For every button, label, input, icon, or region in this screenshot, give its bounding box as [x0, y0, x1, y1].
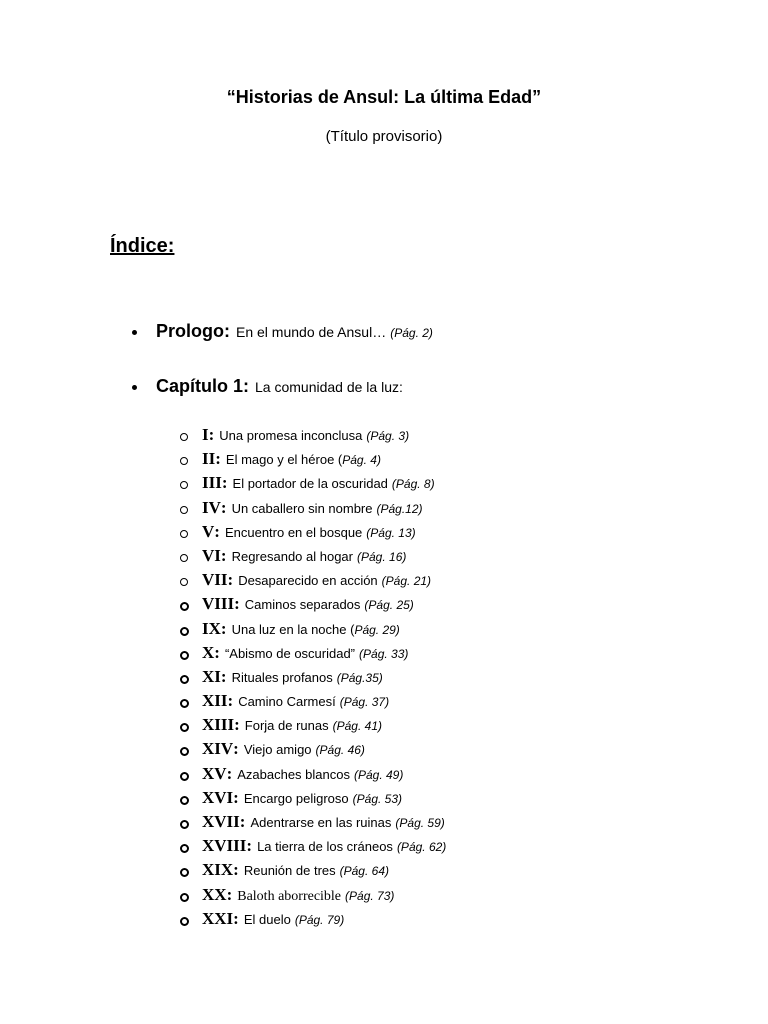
- section-separator: :: [233, 908, 239, 928]
- section-title: La tierra de los cráneos: [257, 839, 393, 855]
- prologue-page: (Pág. 2): [390, 326, 433, 340]
- section-page: (Pág. 49): [353, 767, 404, 782]
- section-page: (Pág. 59): [395, 816, 445, 830]
- bullet-icon: [132, 385, 137, 390]
- circle-bullet-icon: [180, 917, 189, 926]
- circle-bullet-icon: [180, 457, 188, 465]
- section-separator: :: [227, 570, 234, 590]
- prologue-label: Prologo:: [156, 321, 230, 341]
- section-title: Encargo peligroso: [243, 790, 349, 806]
- section-title: Caminos separados: [244, 597, 361, 613]
- section-list: [180, 425, 446, 933]
- section-page: (Pág. 25): [364, 598, 414, 613]
- section-separator: :: [233, 787, 239, 807]
- list-item: [180, 498, 446, 522]
- chapter1-text: La comunidad de la luz:: [255, 379, 403, 395]
- section-title: Viejo amigo: [243, 742, 312, 758]
- list-item: [180, 812, 446, 836]
- section-page: (Pág. 13): [366, 525, 416, 540]
- circle-bullet-icon: [180, 506, 188, 514]
- section-title: Forja de runas: [244, 718, 329, 734]
- section-title: “Abismo de oscuridad”: [224, 645, 356, 661]
- section-page: (Pág.35): [336, 670, 383, 685]
- section-page: (Pág. 21): [381, 574, 432, 589]
- section-number: XIV: [202, 739, 234, 759]
- list-item: [180, 691, 446, 715]
- section-page: (Pág. 8): [391, 477, 435, 492]
- list-item: [180, 619, 446, 643]
- section-page: (Pág. 46): [315, 743, 365, 758]
- circle-bullet-icon: [180, 602, 189, 611]
- list-item: [180, 643, 446, 667]
- circle-bullet-icon: [180, 578, 188, 586]
- section-title: Adentrarse en las ruinas: [250, 815, 392, 830]
- circle-bullet-icon: [180, 868, 189, 877]
- chapter1-item: [132, 376, 403, 400]
- circle-bullet-icon: [180, 893, 189, 902]
- section-separator: :: [220, 666, 227, 686]
- list-item: [180, 764, 446, 788]
- section-number: I: [202, 425, 209, 444]
- section-title: Regresando al hogar: [231, 548, 353, 564]
- prologue-item: [132, 321, 433, 345]
- section-separator: :: [246, 836, 253, 856]
- list-item: [180, 546, 446, 570]
- section-page: (Pág. 16): [357, 549, 407, 564]
- section-number: XX: [202, 884, 227, 904]
- section-number: IV: [202, 497, 221, 517]
- section-title: Desaparecido en acción: [238, 573, 378, 589]
- section-number: VIII: [202, 594, 235, 614]
- list-item: [180, 909, 446, 933]
- section-title: El portador de la oscuridad: [232, 476, 388, 492]
- list-item: [180, 594, 446, 618]
- section-title: Rituales profanos: [231, 669, 333, 685]
- section-separator: :: [208, 425, 215, 444]
- prologue-text: En el mundo de Ansul…: [236, 324, 387, 340]
- section-separator: :: [234, 715, 240, 735]
- section-number: X: [202, 642, 215, 662]
- list-item: [180, 570, 446, 594]
- section-number: XIX: [202, 860, 234, 880]
- section-title: Una luz en la noche (: [231, 621, 355, 637]
- section-separator: :: [227, 691, 234, 711]
- section-number: XII: [202, 691, 228, 711]
- section-separator: :: [226, 884, 233, 904]
- section-title: Un caballero sin nombre: [231, 500, 373, 516]
- section-page: (Pág. 37): [339, 695, 390, 710]
- list-item: [180, 739, 446, 763]
- circle-bullet-icon: [180, 747, 189, 756]
- chapter1-label: Capítulo 1:: [156, 376, 249, 396]
- section-separator: :: [239, 812, 246, 831]
- section-title: Encuentro en el bosque: [224, 524, 363, 540]
- section-page: (Pág. 53): [352, 791, 402, 806]
- section-separator: :: [220, 497, 227, 517]
- section-separator: :: [214, 521, 220, 541]
- section-title: Baloth aborrecible: [237, 888, 342, 904]
- section-number: IX: [202, 618, 221, 638]
- list-item: [180, 522, 446, 546]
- circle-bullet-icon: [180, 796, 189, 805]
- section-page: (Pág. 62): [396, 840, 447, 855]
- circle-bullet-icon: [180, 675, 189, 684]
- list-item: [180, 885, 446, 909]
- section-separator: :: [221, 473, 228, 493]
- section-page: (Pág. 79): [294, 912, 345, 927]
- section-page: Pág. 4): [342, 453, 381, 468]
- index-heading: Índice:: [110, 235, 175, 257]
- section-separator: :: [220, 545, 227, 565]
- list-item: [180, 449, 446, 473]
- section-number: VI: [202, 545, 221, 565]
- list-item: [180, 667, 446, 691]
- list-item: [180, 473, 446, 497]
- circle-bullet-icon: [180, 699, 189, 708]
- list-item: [180, 788, 446, 812]
- section-title: Reunión de tres: [243, 863, 336, 879]
- circle-bullet-icon: [180, 772, 189, 781]
- section-number: XV: [202, 763, 227, 783]
- section-page: (Pág.12): [376, 501, 423, 516]
- section-separator: :: [215, 449, 221, 469]
- section-number: XXI: [202, 908, 234, 928]
- section-title: Azabaches blancos: [237, 766, 350, 782]
- list-item: [180, 860, 446, 884]
- section-number: III: [202, 473, 222, 493]
- list-item: [180, 715, 446, 739]
- section-page: (Pág. 41): [332, 719, 382, 734]
- section-title: Una promesa inconclusa: [219, 428, 363, 443]
- section-title: El duelo: [243, 911, 291, 927]
- section-separator: :: [214, 642, 220, 662]
- bullet-icon: [132, 330, 137, 335]
- section-number: XI: [202, 666, 221, 686]
- section-number: XIII: [202, 715, 235, 735]
- section-number: XVIII: [202, 836, 247, 856]
- circle-bullet-icon: [180, 481, 188, 489]
- circle-bullet-icon: [180, 820, 189, 829]
- section-separator: :: [220, 618, 227, 638]
- list-item: [180, 425, 446, 449]
- circle-bullet-icon: [180, 651, 189, 660]
- circle-bullet-icon: [180, 554, 188, 562]
- list-item: [180, 836, 446, 860]
- circle-bullet-icon: [180, 530, 188, 538]
- section-number: V: [202, 521, 215, 541]
- section-separator: :: [226, 763, 233, 783]
- document-subtitle: (Título provisorio): [325, 128, 443, 145]
- document-title: “Historias de Ansul: La última Edad”: [226, 87, 542, 107]
- section-number: XVII: [202, 812, 240, 831]
- section-separator: :: [234, 594, 240, 614]
- section-separator: :: [233, 860, 239, 880]
- section-title: Camino Carmesí: [238, 694, 336, 710]
- section-page: Pág. 29): [354, 622, 400, 637]
- section-separator: :: [233, 739, 239, 759]
- section-number: XVI: [202, 787, 234, 807]
- section-number: II: [202, 449, 216, 469]
- section-number: VII: [202, 570, 228, 590]
- circle-bullet-icon: [180, 844, 189, 853]
- section-title: El mago y el héroe (: [225, 452, 343, 468]
- circle-bullet-icon: [180, 627, 189, 636]
- section-page: (Pág. 3): [366, 429, 410, 443]
- circle-bullet-icon: [180, 723, 189, 732]
- section-page: (Pág. 33): [359, 646, 409, 661]
- section-page: (Pág. 64): [339, 864, 389, 879]
- circle-bullet-icon: [180, 433, 188, 441]
- section-page: (Pág. 73): [345, 888, 395, 903]
